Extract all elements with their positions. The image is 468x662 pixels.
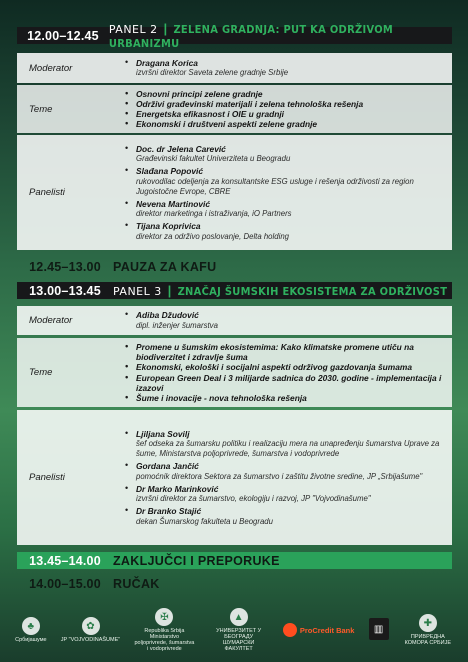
row-label: Teme bbox=[29, 103, 53, 115]
person-role: direktor marketinga i istraživanja, iO Partners bbox=[136, 209, 292, 218]
person-role: Građevinski fakultet Univerziteta u Beogradu bbox=[136, 154, 291, 163]
session-time: 13.00–13.45 bbox=[29, 283, 101, 298]
row-label: Moderator bbox=[29, 62, 73, 74]
title-separator: | bbox=[167, 283, 172, 298]
moderator-row bbox=[17, 306, 452, 335]
title-separator: | bbox=[163, 21, 168, 36]
procredit-icon bbox=[283, 623, 297, 637]
building-logo bbox=[369, 618, 389, 642]
vojvodinasume-logo: ✿ JP "VOJVODINAŠUME" bbox=[61, 617, 120, 643]
list-item bbox=[125, 429, 452, 460]
person-role: izvršni direktor Saveta zelene gradnje Srbije bbox=[136, 68, 289, 78]
conclusions-row bbox=[17, 552, 452, 569]
session-title: ZNAČAJ ŠUMSKIH EKOSISTEMA ZA ODRŽIVOST bbox=[177, 284, 448, 298]
list-item bbox=[125, 166, 452, 197]
list-item bbox=[125, 461, 452, 482]
topic-item: • European Green Deal i 3 milijarde sadnica do 2030. godine - implementacija i izazovi bbox=[125, 373, 452, 393]
row-label: Panelisti bbox=[29, 187, 65, 198]
building-icon: ▥ bbox=[369, 618, 389, 640]
break-time: 12.45–13.00 bbox=[29, 259, 101, 274]
tree-icon: ♣ bbox=[22, 617, 40, 635]
row-label: Panelisti bbox=[29, 472, 65, 483]
lunch-time: 14.00–15.00 bbox=[29, 576, 101, 591]
list-item bbox=[125, 484, 452, 505]
topic-item: • Osnovni principi zelene gradnje bbox=[125, 89, 452, 99]
panel-number: PANEL 3 bbox=[113, 284, 162, 298]
conclusions-time: 13.45–14.00 bbox=[29, 553, 101, 568]
person-role: dekan Šumarskog fakulteta u Beogradu bbox=[136, 516, 273, 526]
chamber-icon: ✚ bbox=[419, 614, 437, 632]
person-role: pomoćnik direktora Sektora za šumarstvo i zaštitu životne sredine, JP „Srbijašume" bbox=[136, 471, 423, 481]
person-name: • Adiba Džudović bbox=[136, 310, 199, 321]
topic-item: • Energetska efikasnost i OIE u gradnji bbox=[125, 109, 452, 119]
person-name: • Nevena Martinović bbox=[136, 198, 211, 209]
break-row bbox=[17, 258, 452, 275]
srbijasume-logo: ♣ Србијашуме bbox=[15, 617, 46, 643]
procredit-logo: ProCredit Bank bbox=[283, 623, 355, 637]
moderator-row bbox=[17, 53, 452, 83]
person-name: • Dr Branko Stajić bbox=[136, 506, 202, 516]
person-name: • Gordana Jančić bbox=[136, 461, 199, 471]
list-item bbox=[125, 58, 452, 79]
conclusions-title: ZAKLJUČCI I PREPORUKE bbox=[113, 553, 280, 568]
topic-item: • Šume i inovacije - nova tehnološka rešenja bbox=[125, 393, 452, 403]
panelists-row bbox=[17, 410, 452, 545]
break-title: PAUZA ZA KAFU bbox=[113, 259, 217, 274]
sponsor-logos bbox=[0, 598, 468, 662]
chamber-logo: ✚ ПРИВРЕДНА КОМОРА СРБИЈЕ bbox=[403, 614, 453, 646]
row-label: Moderator bbox=[29, 315, 73, 326]
list-item bbox=[125, 199, 452, 220]
session-header-panel2 bbox=[17, 21, 452, 50]
topics-row bbox=[17, 85, 452, 133]
row-label: Teme bbox=[29, 367, 53, 378]
person-role: dipl. inženjer šumarstva bbox=[136, 320, 218, 330]
person-name: • Dragana Korica bbox=[136, 57, 198, 68]
faculty-emblem-icon: ▲ bbox=[230, 608, 248, 626]
person-name: • Tijana Koprivica bbox=[136, 221, 201, 231]
topic-item: • Ekonomski, ekološki i socijalni aspekti održivog gazdovanja šumama bbox=[125, 362, 452, 372]
person-role: šef odseka za šumarsku politiku i realizaciju mera na unapređenju šumarstva Uprave za šume, Ministarstva poljoprivrede, šumarstva i vodoprivrede bbox=[136, 439, 440, 458]
topic-item: • Ekonomski i društveni aspekti zelene gradnje bbox=[125, 119, 452, 129]
leaf-icon: ✿ bbox=[82, 617, 100, 635]
coat-of-arms-icon: ✠ bbox=[155, 608, 173, 626]
session-header-panel3 bbox=[17, 282, 452, 299]
list-item bbox=[125, 221, 452, 242]
person-role: rukovodilac odeljenja za konsultantske ESG usluge i rešenja održivosti za region Jugoistočne Evrope, CBRE bbox=[136, 176, 414, 196]
lunch-row bbox=[17, 575, 452, 592]
list-item bbox=[125, 144, 452, 165]
faculty-logo: ▲ УНИВЕРЗИТЕТ У БЕОГРАДУ ШУМАРСКИ ФАКУЛТЕТ bbox=[209, 608, 269, 652]
topics-row bbox=[17, 338, 452, 407]
person-name: • Doc. dr Jelena Carević bbox=[136, 143, 226, 154]
list-item bbox=[125, 506, 452, 527]
panel-number: PANEL 2 bbox=[108, 22, 158, 36]
panelists-row bbox=[17, 135, 452, 250]
ministry-logo: ✠ Republika Srbija Ministarstvo poljoprivrede, šumarstva i vodoprivrede bbox=[134, 608, 194, 652]
lunch-title: RUČAK bbox=[113, 576, 160, 591]
person-name: • Slađana Popović bbox=[136, 166, 204, 176]
topic-item: • Promene u šumskim ekosistemima: Kako klimatske promene utiču na biodiverzitet i zdravlje šuma bbox=[125, 342, 452, 362]
person-role: direktor za održivo poslovanje, Delta holding bbox=[136, 231, 289, 241]
person-name: • Ljiljana Sovilj bbox=[136, 428, 190, 439]
person-name: • Dr Marko Marinković bbox=[136, 483, 219, 494]
topic-item: • Održivi građevinski materijali i zelena tehnološka rešenja bbox=[125, 99, 452, 109]
list-item bbox=[125, 310, 452, 331]
person-role: izvršni direktor za šumarstvo, ekologiju i razvoj, JP "Vojvodinašume" bbox=[136, 494, 371, 503]
session-title: ZELENA GRADNJA: PUT KA ODRŽIVOM URBANIZMU bbox=[108, 22, 394, 50]
session-time: 12.00–12.45 bbox=[27, 28, 99, 43]
